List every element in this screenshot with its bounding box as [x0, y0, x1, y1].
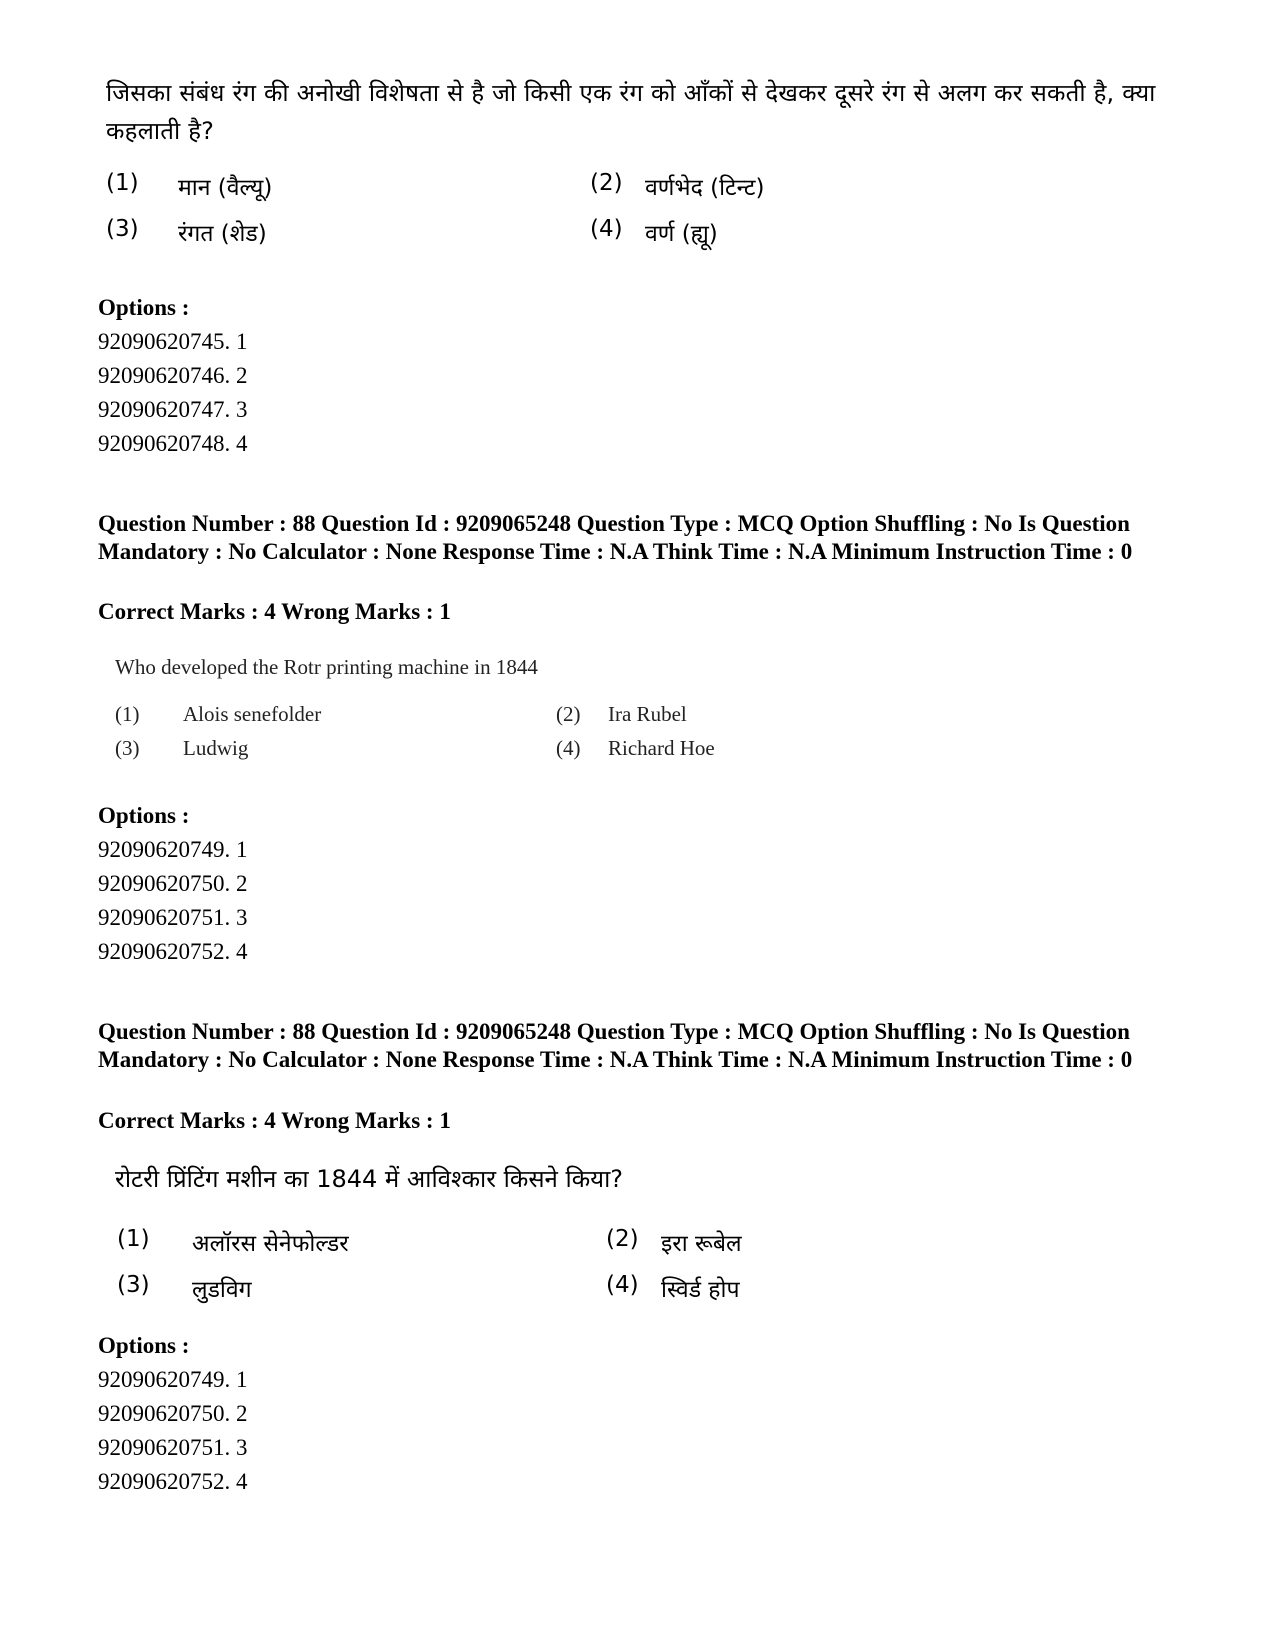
options-label: Options : [98, 803, 190, 828]
question-text-english: Who developed the Rotr printing machine in 1844 [115, 655, 538, 679]
choice-text: स्विर्ड होप [661, 1277, 740, 1303]
choice-number: (2) [556, 702, 581, 726]
choice-text: Ira Rubel [608, 702, 687, 726]
option-id: 92090620752. 4 [98, 939, 248, 964]
option-id: 92090620749. 1 [98, 837, 248, 862]
marks-line: Correct Marks : 4 Wrong Marks : 1 [98, 1108, 451, 1133]
choice-number: (4) [556, 736, 581, 760]
option-id: 92090620750. 2 [98, 1401, 248, 1426]
choice-number: (3) [115, 736, 140, 760]
choice-text: वर्ण (ह्यू) [645, 221, 718, 247]
marks-line: Correct Marks : 4 Wrong Marks : 1 [98, 599, 451, 624]
option-id: 92090620751. 3 [98, 905, 248, 930]
question-meta: Question Number : 88 Question Id : 9209065248 Question Type : MCQ Option Shuffling : No Is Question Mandatory : No Calculator : None Response Time : N.A Think Time : N.A Minimum Instruction Time : 0 [98, 1019, 1133, 1072]
choice-number: (4) [590, 216, 623, 242]
options-label: Options : [98, 1333, 190, 1358]
option-id: 92090620746. 2 [98, 363, 248, 388]
option-id: 92090620747. 3 [98, 397, 248, 422]
choice-number: (4) [606, 1272, 639, 1298]
choice-number: (1) [115, 702, 140, 726]
choice-text: अलॉरस सेनेफोल्डर [192, 1231, 349, 1257]
question-text-hindi-1: जिसका संबंध रंग की अनोखी विशेषता से है जो किसी एक रंग को आँकों से देखकर दूसरे रंग से अलग कर सकती है, क्या कहलाती है? [106, 79, 1156, 145]
option-id: 92090620749. 1 [98, 1367, 248, 1392]
choice-text: Alois senefolder [183, 702, 322, 726]
choice-number: (2) [590, 170, 623, 196]
choice-number: (1) [106, 170, 139, 196]
options-label: Options : [98, 295, 190, 320]
choice-number: (1) [117, 1226, 150, 1252]
option-id: 92090620745. 1 [98, 329, 248, 354]
choice-number: (2) [606, 1226, 639, 1252]
question-meta: Question Number : 88 Question Id : 9209065248 Question Type : MCQ Option Shuffling : No Is Question Mandatory : No Calculator : None Response Time : N.A Think Time : N.A Minimum Instruction Time : 0 [98, 511, 1133, 564]
option-id: 92090620752. 4 [98, 1469, 248, 1494]
choice-text: Richard Hoe [608, 736, 715, 760]
choice-text: इरा रूबेल [661, 1231, 742, 1257]
question-text-hindi-2: रोटरी प्रिंटिंग मशीन का 1844 में आविश्कार किसने किया? [115, 1165, 624, 1193]
option-id: 92090620748. 4 [98, 431, 248, 456]
choice-text: लुडविग [192, 1277, 252, 1303]
choice-text: Ludwig [183, 736, 249, 760]
option-id: 92090620750. 2 [98, 871, 248, 896]
choice-number: (3) [117, 1272, 150, 1298]
choice-number: (3) [106, 216, 139, 242]
choice-text: वर्णभेद (टिन्ट) [645, 175, 765, 201]
option-id: 92090620751. 3 [98, 1435, 248, 1460]
choice-text: रंगत (शेड) [178, 221, 267, 247]
choice-text: मान (वैल्यू) [178, 175, 273, 201]
